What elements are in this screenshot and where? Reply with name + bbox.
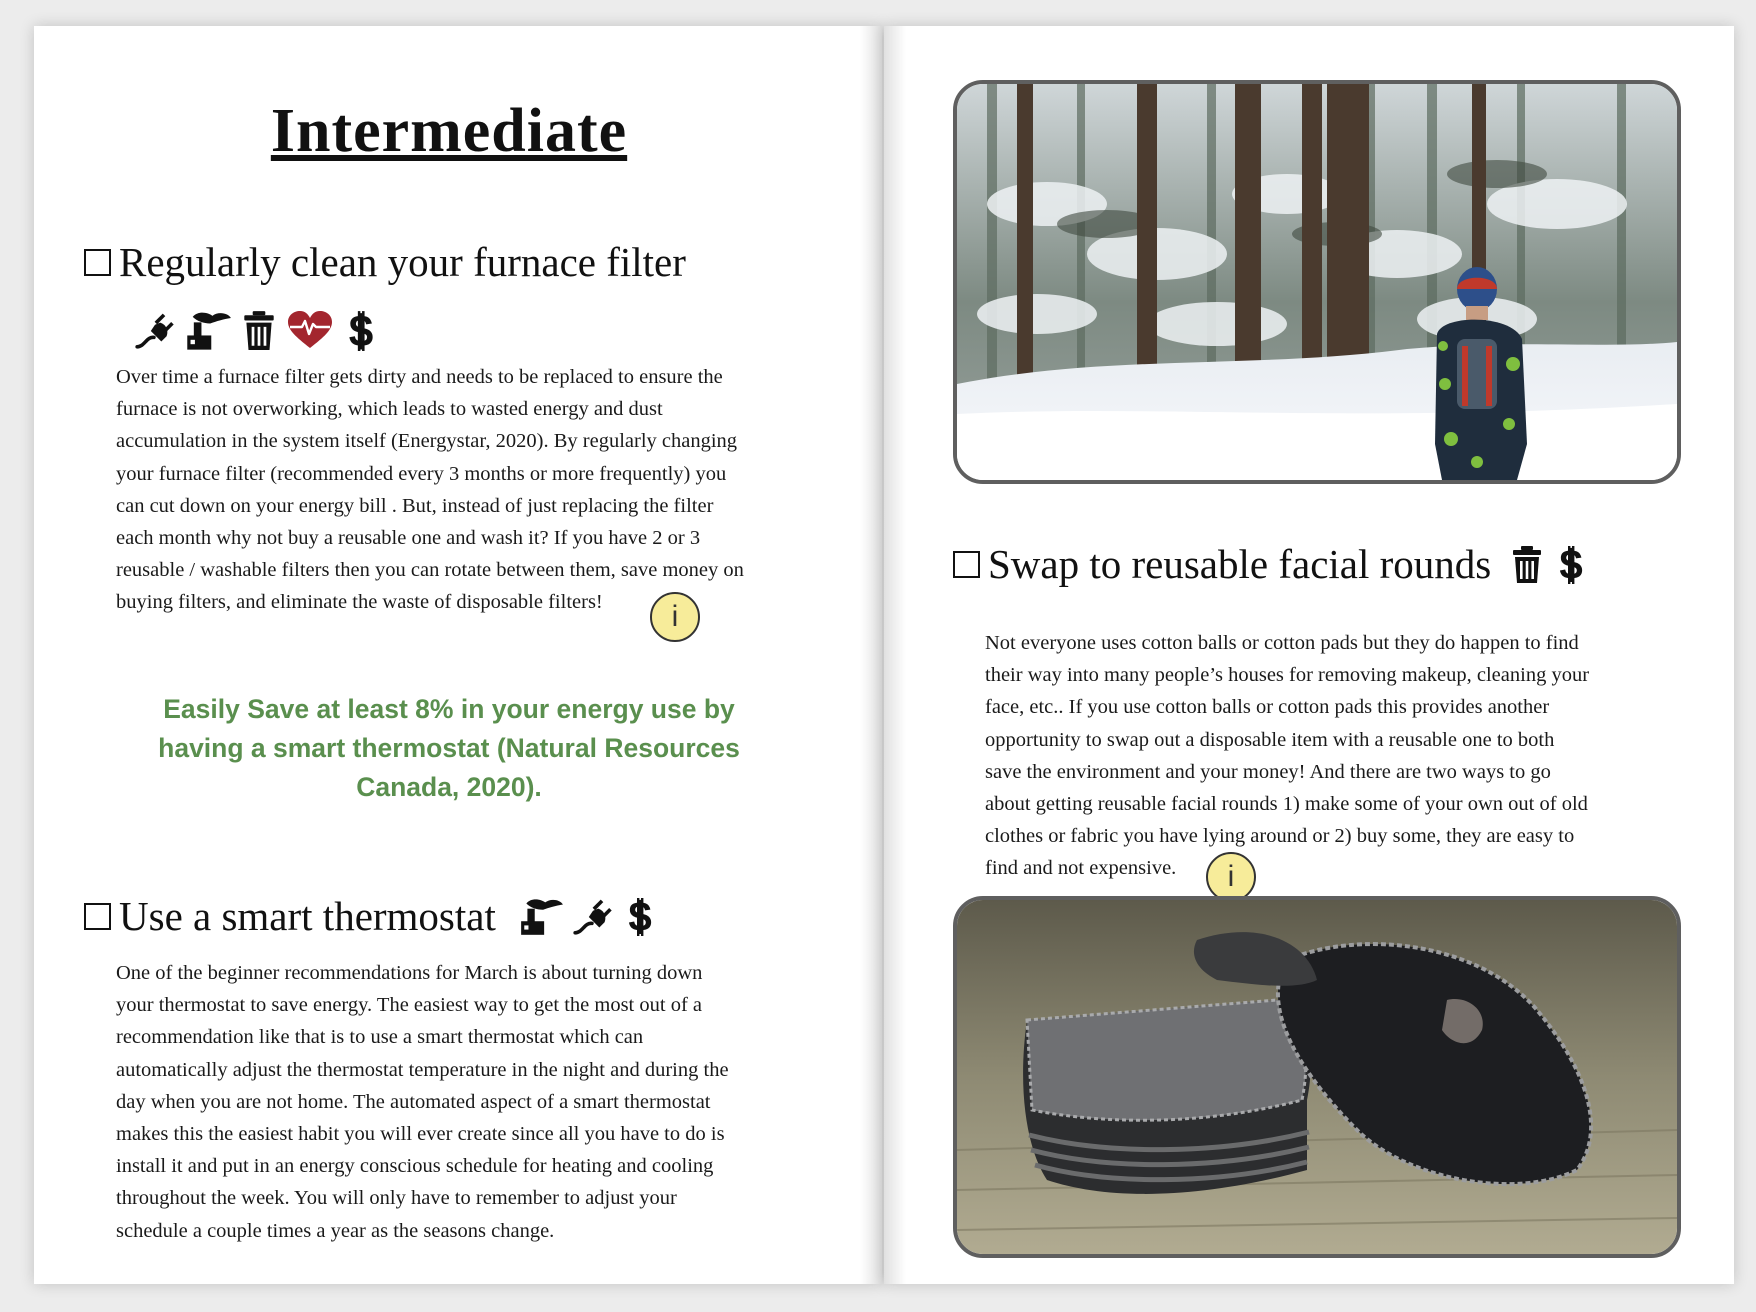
facial-rounds-impact-icons	[1509, 544, 1589, 584]
smart-thermostat-impact-icons	[518, 895, 658, 937]
text-line: their way into many people’s houses for removing makeup, cleaning your	[985, 664, 1590, 687]
text-line: find and not expensive.	[985, 857, 1177, 880]
furnace-filter-impact-icons	[134, 308, 380, 352]
reusable-facial-rounds-photo	[953, 896, 1681, 1258]
dollar-icon	[622, 895, 658, 937]
heart-icon	[286, 310, 334, 350]
callout-line: having a smart thermostat (Natural Resources	[158, 733, 740, 763]
text-line: about getting reusable facial rounds 1) make some of your own out of old	[985, 793, 1588, 816]
text-line: accumulation in the system itself (Energystar, 2020). By regularly changing	[116, 430, 738, 453]
plug-icon	[572, 895, 614, 937]
facial-rounds-description	[985, 627, 1705, 885]
text-line: recommendation like that is to use a smart thermostat which can	[116, 1026, 644, 1049]
info-button-furnace[interactable]: i	[650, 592, 700, 642]
smart-thermostat-description	[116, 957, 836, 1247]
right-page	[884, 26, 1734, 1284]
dollar-icon	[1553, 544, 1589, 584]
info-button-facial-rounds[interactable]: i	[1206, 852, 1256, 902]
dollar-icon	[342, 309, 380, 351]
text-line: automatically adjust the thermostat temperature in the night and during the	[116, 1058, 729, 1081]
left-page	[34, 26, 882, 1284]
habit-smart-thermostat-label: Use a smart thermostat	[119, 893, 496, 939]
habit-furnace-filter	[84, 238, 686, 286]
furnace-filter-description	[116, 361, 836, 619]
text-line: your furnace filter (recommended every 3 months or more frequently) you	[116, 462, 727, 485]
text-line: your thermostat to save energy. The easiest way to get the most out of a	[116, 994, 703, 1017]
text-line: Not everyone uses cotton balls or cotton pads but they do happen to find	[985, 632, 1579, 654]
text-line: One of the beginner recommendations for March is about turning down	[116, 962, 703, 984]
text-line: opportunity to swap out a disposable item with a reusable one to both	[985, 728, 1555, 751]
energy-savings-callout	[134, 690, 764, 807]
habit-facial-rounds	[953, 540, 1589, 588]
text-line: reusable / washable filters then you can rotate between them, save money on	[116, 559, 744, 582]
text-line: day when you are not home. The automated aspect of a smart thermostat	[116, 1090, 711, 1113]
factory-icon	[518, 895, 564, 937]
text-line: can cut down on your energy bill . But, instead of just replacing the filter	[116, 494, 714, 517]
text-line: makes this the easiest habit you will ever create since all you have to do is	[116, 1123, 725, 1146]
text-line: schedule a couple times a year as the seasons change.	[116, 1219, 555, 1242]
text-line: install it and put in an energy conscious schedule for heating and cooling	[116, 1155, 714, 1178]
callout-line: Canada, 2020).	[356, 772, 542, 802]
smart-thermostat-checkbox[interactable]	[84, 903, 111, 930]
page-title: Intermediate	[270, 97, 628, 165]
plug-icon	[134, 309, 176, 351]
facial-rounds-checkbox[interactable]	[953, 551, 980, 578]
text-line: throughout the week. You will only have to remember to adjust your	[116, 1187, 677, 1210]
habit-furnace-filter-label: Regularly clean your furnace filter	[119, 239, 686, 285]
text-line: Over time a furnace filter gets dirty and needs to be replaced to ensure the	[116, 366, 723, 388]
text-line: each month why not buy a reusable one and wash it? If you have 2 or 3	[116, 527, 701, 550]
habit-facial-rounds-label: Swap to reusable facial rounds	[988, 541, 1492, 587]
snowy-forest-hiker-photo	[953, 80, 1681, 484]
callout-line: Easily Save at least 8% in your energy use by	[163, 694, 735, 724]
text-line: face, etc.. If you use cotton balls or cotton pads this provides another	[985, 696, 1550, 719]
habit-smart-thermostat	[84, 892, 658, 940]
trash-icon	[1509, 544, 1545, 584]
text-line: clothes or fabric you have lying around or 2) buy some, they are easy to	[985, 825, 1575, 848]
text-line: furnace is not overworking, which leads to wasted energy and dust	[116, 398, 663, 421]
text-line: buying filters, and eliminate the waste of disposable filters!	[116, 591, 603, 614]
factory-icon	[184, 308, 232, 352]
text-line: save the environment and your money! And there are two ways to go	[985, 760, 1551, 783]
trash-icon	[240, 309, 278, 351]
furnace-filter-checkbox[interactable]	[84, 249, 111, 276]
